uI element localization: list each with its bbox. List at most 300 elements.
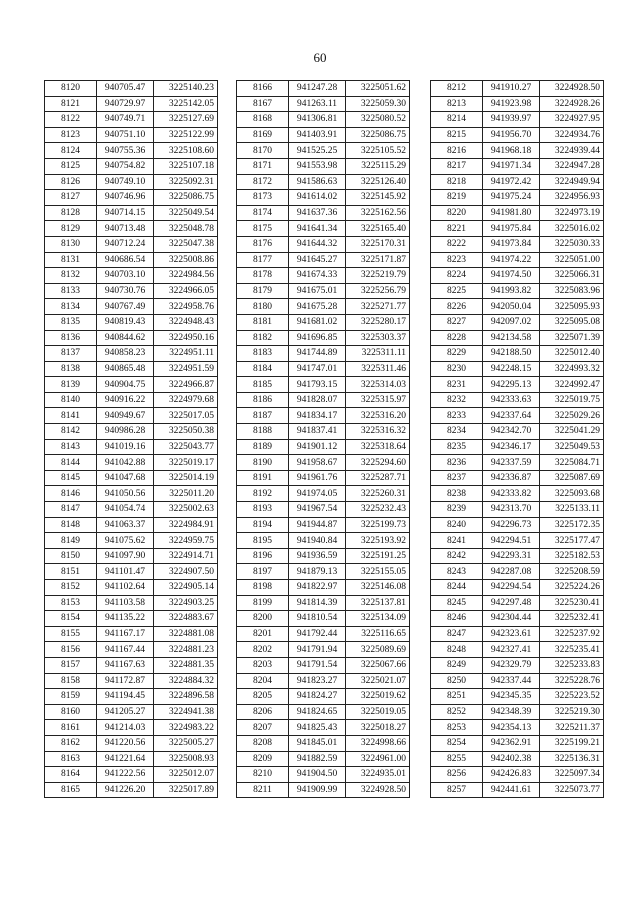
- y-coordinate-cell: 3225294.60: [346, 455, 410, 471]
- table-row: [431, 361, 604, 377]
- x-coordinate-cell: 941845.01: [289, 735, 346, 751]
- point-id-cell: 8169: [237, 127, 289, 143]
- x-coordinate-cell: 941102.64: [97, 580, 154, 596]
- x-coordinate-cell: 941194.45: [97, 689, 154, 705]
- x-coordinate-cell: 942097.02: [483, 314, 540, 330]
- table-row: [431, 424, 604, 440]
- x-coordinate-cell: 941222.56: [97, 767, 154, 783]
- point-id-cell: 8232: [431, 392, 483, 408]
- y-coordinate-cell: 3224984.56: [154, 268, 218, 284]
- table-row: [431, 486, 604, 502]
- y-coordinate-cell: 3225316.20: [346, 408, 410, 424]
- point-id-cell: 8147: [45, 502, 97, 518]
- point-id-cell: 8156: [45, 642, 97, 658]
- table-row: [237, 346, 410, 362]
- y-coordinate-cell: 3225115.29: [346, 158, 410, 174]
- table-row: [237, 673, 410, 689]
- x-coordinate-cell: 941901.12: [289, 439, 346, 455]
- point-id-cell: 8251: [431, 689, 483, 705]
- coordinate-table-body: [237, 81, 410, 798]
- y-coordinate-cell: 3225029.26: [540, 408, 604, 424]
- y-coordinate-cell: 3225318.64: [346, 439, 410, 455]
- table-row: [45, 127, 218, 143]
- y-coordinate-cell: 3225311.46: [346, 361, 410, 377]
- point-id-cell: 8198: [237, 580, 289, 596]
- x-coordinate-cell: 942345.35: [483, 689, 540, 705]
- point-id-cell: 8139: [45, 377, 97, 393]
- y-coordinate-cell: 3225311.11: [346, 346, 410, 362]
- x-coordinate-cell: 942402.38: [483, 751, 540, 767]
- y-coordinate-cell: 3225008.86: [154, 252, 218, 268]
- y-coordinate-cell: 3225260.31: [346, 486, 410, 502]
- x-coordinate-cell: 941135.22: [97, 611, 154, 627]
- table-row: [431, 143, 604, 159]
- x-coordinate-cell: 940949.67: [97, 408, 154, 424]
- y-coordinate-cell: 3224998.66: [346, 735, 410, 751]
- point-id-cell: 8181: [237, 314, 289, 330]
- table-row: [45, 657, 218, 673]
- x-coordinate-cell: 941047.68: [97, 470, 154, 486]
- point-id-cell: 8187: [237, 408, 289, 424]
- x-coordinate-cell: 941167.44: [97, 642, 154, 658]
- y-coordinate-cell: 3225127.69: [154, 112, 218, 128]
- y-coordinate-cell: 3225051.00: [540, 252, 604, 268]
- table-row: [237, 642, 410, 658]
- table-row: [45, 190, 218, 206]
- point-id-cell: 8127: [45, 190, 97, 206]
- table-row: [431, 174, 604, 190]
- table-row: [45, 361, 218, 377]
- x-coordinate-cell: 940712.24: [97, 236, 154, 252]
- y-coordinate-cell: 3224951.59: [154, 361, 218, 377]
- y-coordinate-cell: 3225067.66: [346, 657, 410, 673]
- point-id-cell: 8185: [237, 377, 289, 393]
- x-coordinate-cell: 941823.27: [289, 673, 346, 689]
- point-id-cell: 8243: [431, 564, 483, 580]
- table-row: [237, 330, 410, 346]
- point-id-cell: 8225: [431, 283, 483, 299]
- x-coordinate-cell: 941828.07: [289, 392, 346, 408]
- x-coordinate-cell: 942348.39: [483, 704, 540, 720]
- y-coordinate-cell: 3224914.71: [154, 548, 218, 564]
- y-coordinate-cell: 3225182.53: [540, 548, 604, 564]
- y-coordinate-cell: 3225048.78: [154, 221, 218, 237]
- table-row: [237, 408, 410, 424]
- x-coordinate-cell: 941910.27: [483, 81, 540, 97]
- x-coordinate-cell: 942346.17: [483, 439, 540, 455]
- table-row: [431, 96, 604, 112]
- y-coordinate-cell: 3225092.31: [154, 174, 218, 190]
- x-coordinate-cell: 941696.85: [289, 330, 346, 346]
- table-row: [45, 439, 218, 455]
- table-row: [431, 533, 604, 549]
- x-coordinate-cell: 941967.54: [289, 502, 346, 518]
- point-id-cell: 8163: [45, 751, 97, 767]
- y-coordinate-cell: 3225049.53: [540, 439, 604, 455]
- x-coordinate-cell: 941063.37: [97, 517, 154, 533]
- x-coordinate-cell: 941837.41: [289, 424, 346, 440]
- point-id-cell: 8152: [45, 580, 97, 596]
- table-row: [237, 221, 410, 237]
- point-id-cell: 8249: [431, 657, 483, 673]
- point-id-cell: 8121: [45, 96, 97, 112]
- point-id-cell: 8159: [45, 689, 97, 705]
- y-coordinate-cell: 3224966.87: [154, 377, 218, 393]
- y-coordinate-cell: 3224992.47: [540, 377, 604, 393]
- y-coordinate-cell: 3224948.43: [154, 314, 218, 330]
- point-id-cell: 8257: [431, 782, 483, 798]
- x-coordinate-cell: 942296.73: [483, 517, 540, 533]
- point-id-cell: 8240: [431, 517, 483, 533]
- table-row: [431, 735, 604, 751]
- y-coordinate-cell: 3225136.31: [540, 751, 604, 767]
- coordinate-table-1: [44, 80, 218, 798]
- y-coordinate-cell: 3225303.37: [346, 330, 410, 346]
- table-row: [45, 720, 218, 736]
- point-id-cell: 8167: [237, 96, 289, 112]
- y-coordinate-cell: 3224993.32: [540, 361, 604, 377]
- point-id-cell: 8123: [45, 127, 97, 143]
- y-coordinate-cell: 3225030.33: [540, 236, 604, 252]
- x-coordinate-cell: 940986.28: [97, 424, 154, 440]
- point-id-cell: 8132: [45, 268, 97, 284]
- x-coordinate-cell: 942333.82: [483, 486, 540, 502]
- y-coordinate-cell: 3225232.43: [346, 502, 410, 518]
- table-row: [45, 564, 218, 580]
- table-row: [237, 751, 410, 767]
- coordinate-table-2: [236, 80, 410, 798]
- table-row: [45, 377, 218, 393]
- x-coordinate-cell: 942337.64: [483, 408, 540, 424]
- point-id-cell: 8234: [431, 424, 483, 440]
- point-id-cell: 8122: [45, 112, 97, 128]
- x-coordinate-cell: 942337.44: [483, 673, 540, 689]
- coordinate-table-3: [430, 80, 604, 798]
- y-coordinate-cell: 3224983.22: [154, 720, 218, 736]
- x-coordinate-cell: 941747.01: [289, 361, 346, 377]
- x-coordinate-cell: 941306.81: [289, 112, 346, 128]
- table-row: [45, 595, 218, 611]
- y-coordinate-cell: 3225165.40: [346, 221, 410, 237]
- y-coordinate-cell: 3225315.97: [346, 392, 410, 408]
- table-row: [45, 236, 218, 252]
- point-id-cell: 8220: [431, 205, 483, 221]
- table-row: [431, 408, 604, 424]
- x-coordinate-cell: 940730.76: [97, 283, 154, 299]
- point-id-cell: 8183: [237, 346, 289, 362]
- page-number: 60: [313, 50, 327, 65]
- y-coordinate-cell: 3224896.58: [154, 689, 218, 705]
- table-row: [431, 657, 604, 673]
- table-row: [431, 346, 604, 362]
- point-id-cell: 8140: [45, 392, 97, 408]
- y-coordinate-cell: 3225228.76: [540, 673, 604, 689]
- y-coordinate-cell: 3225126.40: [346, 174, 410, 190]
- point-id-cell: 8201: [237, 626, 289, 642]
- x-coordinate-cell: 941042.88: [97, 455, 154, 471]
- y-coordinate-cell: 3224958.76: [154, 299, 218, 315]
- x-coordinate-cell: 941939.97: [483, 112, 540, 128]
- y-coordinate-cell: 3225043.77: [154, 439, 218, 455]
- table-row: [431, 689, 604, 705]
- table-row: [45, 580, 218, 596]
- point-id-cell: 8138: [45, 361, 97, 377]
- table-row: [237, 595, 410, 611]
- point-id-cell: 8153: [45, 595, 97, 611]
- table-row: [431, 767, 604, 783]
- point-id-cell: 8227: [431, 314, 483, 330]
- x-coordinate-cell: 941586.63: [289, 174, 346, 190]
- x-coordinate-cell: 942188.50: [483, 346, 540, 362]
- table-row: [237, 174, 410, 190]
- x-coordinate-cell: 940729.97: [97, 96, 154, 112]
- table-row: [431, 252, 604, 268]
- y-coordinate-cell: 3224951.11: [154, 346, 218, 362]
- point-id-cell: 8137: [45, 346, 97, 362]
- table-row: [45, 143, 218, 159]
- y-coordinate-cell: 3225224.26: [540, 580, 604, 596]
- y-coordinate-cell: 3225219.30: [540, 704, 604, 720]
- x-coordinate-cell: 942333.63: [483, 392, 540, 408]
- point-id-cell: 8212: [431, 81, 483, 97]
- y-coordinate-cell: 3225073.77: [540, 782, 604, 798]
- x-coordinate-cell: 941614.02: [289, 190, 346, 206]
- y-coordinate-cell: 3225087.69: [540, 470, 604, 486]
- x-coordinate-cell: 942354.13: [483, 720, 540, 736]
- y-coordinate-cell: 3224935.01: [346, 767, 410, 783]
- y-coordinate-cell: 3225083.96: [540, 283, 604, 299]
- y-coordinate-cell: 3225095.93: [540, 299, 604, 315]
- point-id-cell: 8256: [431, 767, 483, 783]
- table-row: [45, 112, 218, 128]
- table-row: [431, 611, 604, 627]
- table-row: [431, 158, 604, 174]
- x-coordinate-cell: 941226.20: [97, 782, 154, 798]
- point-id-cell: 8131: [45, 252, 97, 268]
- point-id-cell: 8190: [237, 455, 289, 471]
- y-coordinate-cell: 3225233.83: [540, 657, 604, 673]
- point-id-cell: 8125: [45, 158, 97, 174]
- point-id-cell: 8196: [237, 548, 289, 564]
- point-id-cell: 8246: [431, 611, 483, 627]
- point-id-cell: 8154: [45, 611, 97, 627]
- table-row: [45, 268, 218, 284]
- x-coordinate-cell: 942329.79: [483, 657, 540, 673]
- y-coordinate-cell: 3225019.17: [154, 455, 218, 471]
- y-coordinate-cell: 3225097.34: [540, 767, 604, 783]
- point-id-cell: 8233: [431, 408, 483, 424]
- y-coordinate-cell: 3224883.67: [154, 611, 218, 627]
- point-id-cell: 8177: [237, 252, 289, 268]
- x-coordinate-cell: 941674.33: [289, 268, 346, 284]
- point-id-cell: 8182: [237, 330, 289, 346]
- table-row: [237, 533, 410, 549]
- x-coordinate-cell: 941050.56: [97, 486, 154, 502]
- point-id-cell: 8214: [431, 112, 483, 128]
- point-id-cell: 8189: [237, 439, 289, 455]
- point-id-cell: 8242: [431, 548, 483, 564]
- table-row: [431, 564, 604, 580]
- table-row: [237, 564, 410, 580]
- point-id-cell: 8231: [431, 377, 483, 393]
- x-coordinate-cell: 940754.82: [97, 158, 154, 174]
- y-coordinate-cell: 3225093.68: [540, 486, 604, 502]
- point-id-cell: 8150: [45, 548, 97, 564]
- point-id-cell: 8129: [45, 221, 97, 237]
- y-coordinate-cell: 3225017.05: [154, 408, 218, 424]
- point-id-cell: 8255: [431, 751, 483, 767]
- table-row: [431, 502, 604, 518]
- table-row: [45, 408, 218, 424]
- y-coordinate-cell: 3225237.92: [540, 626, 604, 642]
- x-coordinate-cell: 940749.71: [97, 112, 154, 128]
- table-row: [237, 236, 410, 252]
- x-coordinate-cell: 942293.31: [483, 548, 540, 564]
- x-coordinate-cell: 941263.11: [289, 96, 346, 112]
- y-coordinate-cell: 3225122.99: [154, 127, 218, 143]
- table-row: [431, 190, 604, 206]
- point-id-cell: 8252: [431, 704, 483, 720]
- x-coordinate-cell: 940749.10: [97, 174, 154, 190]
- point-id-cell: 8191: [237, 470, 289, 486]
- table-row: [431, 127, 604, 143]
- table-row: [45, 689, 218, 705]
- x-coordinate-cell: 941814.39: [289, 595, 346, 611]
- x-coordinate-cell: 941637.36: [289, 205, 346, 221]
- point-id-cell: 8213: [431, 96, 483, 112]
- table-row: [237, 268, 410, 284]
- x-coordinate-cell: 941054.74: [97, 502, 154, 518]
- x-coordinate-cell: 941167.17: [97, 626, 154, 642]
- x-coordinate-cell: 941553.98: [289, 158, 346, 174]
- point-id-cell: 8195: [237, 533, 289, 549]
- point-id-cell: 8218: [431, 174, 483, 190]
- x-coordinate-cell: 941220.56: [97, 735, 154, 751]
- y-coordinate-cell: 3225314.03: [346, 377, 410, 393]
- coordinate-table-body: [45, 81, 218, 798]
- table-row: [45, 782, 218, 798]
- x-coordinate-cell: 941744.89: [289, 346, 346, 362]
- point-id-cell: 8244: [431, 580, 483, 596]
- point-id-cell: 8149: [45, 533, 97, 549]
- table-row: [237, 611, 410, 627]
- y-coordinate-cell: 3225084.71: [540, 455, 604, 471]
- y-coordinate-cell: 3224903.25: [154, 595, 218, 611]
- y-coordinate-cell: 3224934.76: [540, 127, 604, 143]
- point-id-cell: 8236: [431, 455, 483, 471]
- x-coordinate-cell: 941792.44: [289, 626, 346, 642]
- table-row: [431, 299, 604, 315]
- x-coordinate-cell: 941822.97: [289, 580, 346, 596]
- x-coordinate-cell: 941882.59: [289, 751, 346, 767]
- y-coordinate-cell: 3225223.52: [540, 689, 604, 705]
- table-row: [431, 642, 604, 658]
- x-coordinate-cell: 941675.28: [289, 299, 346, 315]
- point-id-cell: 8248: [431, 642, 483, 658]
- y-coordinate-cell: 3225280.17: [346, 314, 410, 330]
- y-coordinate-cell: 3225059.30: [346, 96, 410, 112]
- y-coordinate-cell: 3225137.81: [346, 595, 410, 611]
- table-row: [431, 439, 604, 455]
- x-coordinate-cell: 941101.47: [97, 564, 154, 580]
- y-coordinate-cell: 3225172.35: [540, 517, 604, 533]
- table-row: [431, 112, 604, 128]
- y-coordinate-cell: 3225142.05: [154, 96, 218, 112]
- y-coordinate-cell: 3225146.08: [346, 580, 410, 596]
- point-id-cell: 8223: [431, 252, 483, 268]
- y-coordinate-cell: 3224984.91: [154, 517, 218, 533]
- table-row: [431, 673, 604, 689]
- y-coordinate-cell: 3225235.41: [540, 642, 604, 658]
- y-coordinate-cell: 3225019.05: [346, 704, 410, 720]
- point-id-cell: 8171: [237, 158, 289, 174]
- point-id-cell: 8136: [45, 330, 97, 346]
- x-coordinate-cell: 940751.10: [97, 127, 154, 143]
- table-row: [431, 314, 604, 330]
- x-coordinate-cell: 941075.62: [97, 533, 154, 549]
- table-row: [45, 81, 218, 97]
- y-coordinate-cell: 3225012.07: [154, 767, 218, 783]
- x-coordinate-cell: 942342.70: [483, 424, 540, 440]
- x-coordinate-cell: 941675.01: [289, 283, 346, 299]
- y-coordinate-cell: 3224949.94: [540, 174, 604, 190]
- point-id-cell: 8168: [237, 112, 289, 128]
- point-id-cell: 8166: [237, 81, 289, 97]
- table-row: [45, 767, 218, 783]
- table-row: [237, 626, 410, 642]
- y-coordinate-cell: 3225256.79: [346, 283, 410, 299]
- y-coordinate-cell: 3225108.60: [154, 143, 218, 159]
- y-coordinate-cell: 3225105.52: [346, 143, 410, 159]
- table-row: [431, 517, 604, 533]
- y-coordinate-cell: 3224881.08: [154, 626, 218, 642]
- point-id-cell: 8176: [237, 236, 289, 252]
- x-coordinate-cell: 941810.54: [289, 611, 346, 627]
- point-id-cell: 8237: [431, 470, 483, 486]
- x-coordinate-cell: 941961.76: [289, 470, 346, 486]
- table-row: [45, 470, 218, 486]
- table-row: [237, 127, 410, 143]
- table-row: [431, 236, 604, 252]
- point-id-cell: 8245: [431, 595, 483, 611]
- point-id-cell: 8173: [237, 190, 289, 206]
- table-row: [237, 548, 410, 564]
- table-row: [431, 330, 604, 346]
- x-coordinate-cell: 942294.51: [483, 533, 540, 549]
- x-coordinate-cell: 941944.87: [289, 517, 346, 533]
- y-coordinate-cell: 3225089.69: [346, 642, 410, 658]
- x-coordinate-cell: 942336.87: [483, 470, 540, 486]
- y-coordinate-cell: 3225191.25: [346, 548, 410, 564]
- y-coordinate-cell: 3225230.41: [540, 595, 604, 611]
- point-id-cell: 8235: [431, 439, 483, 455]
- y-coordinate-cell: 3225162.56: [346, 205, 410, 221]
- x-coordinate-cell: 940916.22: [97, 392, 154, 408]
- point-id-cell: 8247: [431, 626, 483, 642]
- coordinate-table-body: [431, 81, 604, 798]
- table-row: [45, 502, 218, 518]
- table-row: [431, 268, 604, 284]
- y-coordinate-cell: 3224928.50: [346, 782, 410, 798]
- table-row: [431, 782, 604, 798]
- x-coordinate-cell: 941909.99: [289, 782, 346, 798]
- y-coordinate-cell: 3225086.75: [346, 127, 410, 143]
- x-coordinate-cell: 942337.59: [483, 455, 540, 471]
- x-coordinate-cell: 941167.63: [97, 657, 154, 673]
- table-row: [45, 346, 218, 362]
- x-coordinate-cell: 941214.03: [97, 720, 154, 736]
- point-id-cell: 8197: [237, 564, 289, 580]
